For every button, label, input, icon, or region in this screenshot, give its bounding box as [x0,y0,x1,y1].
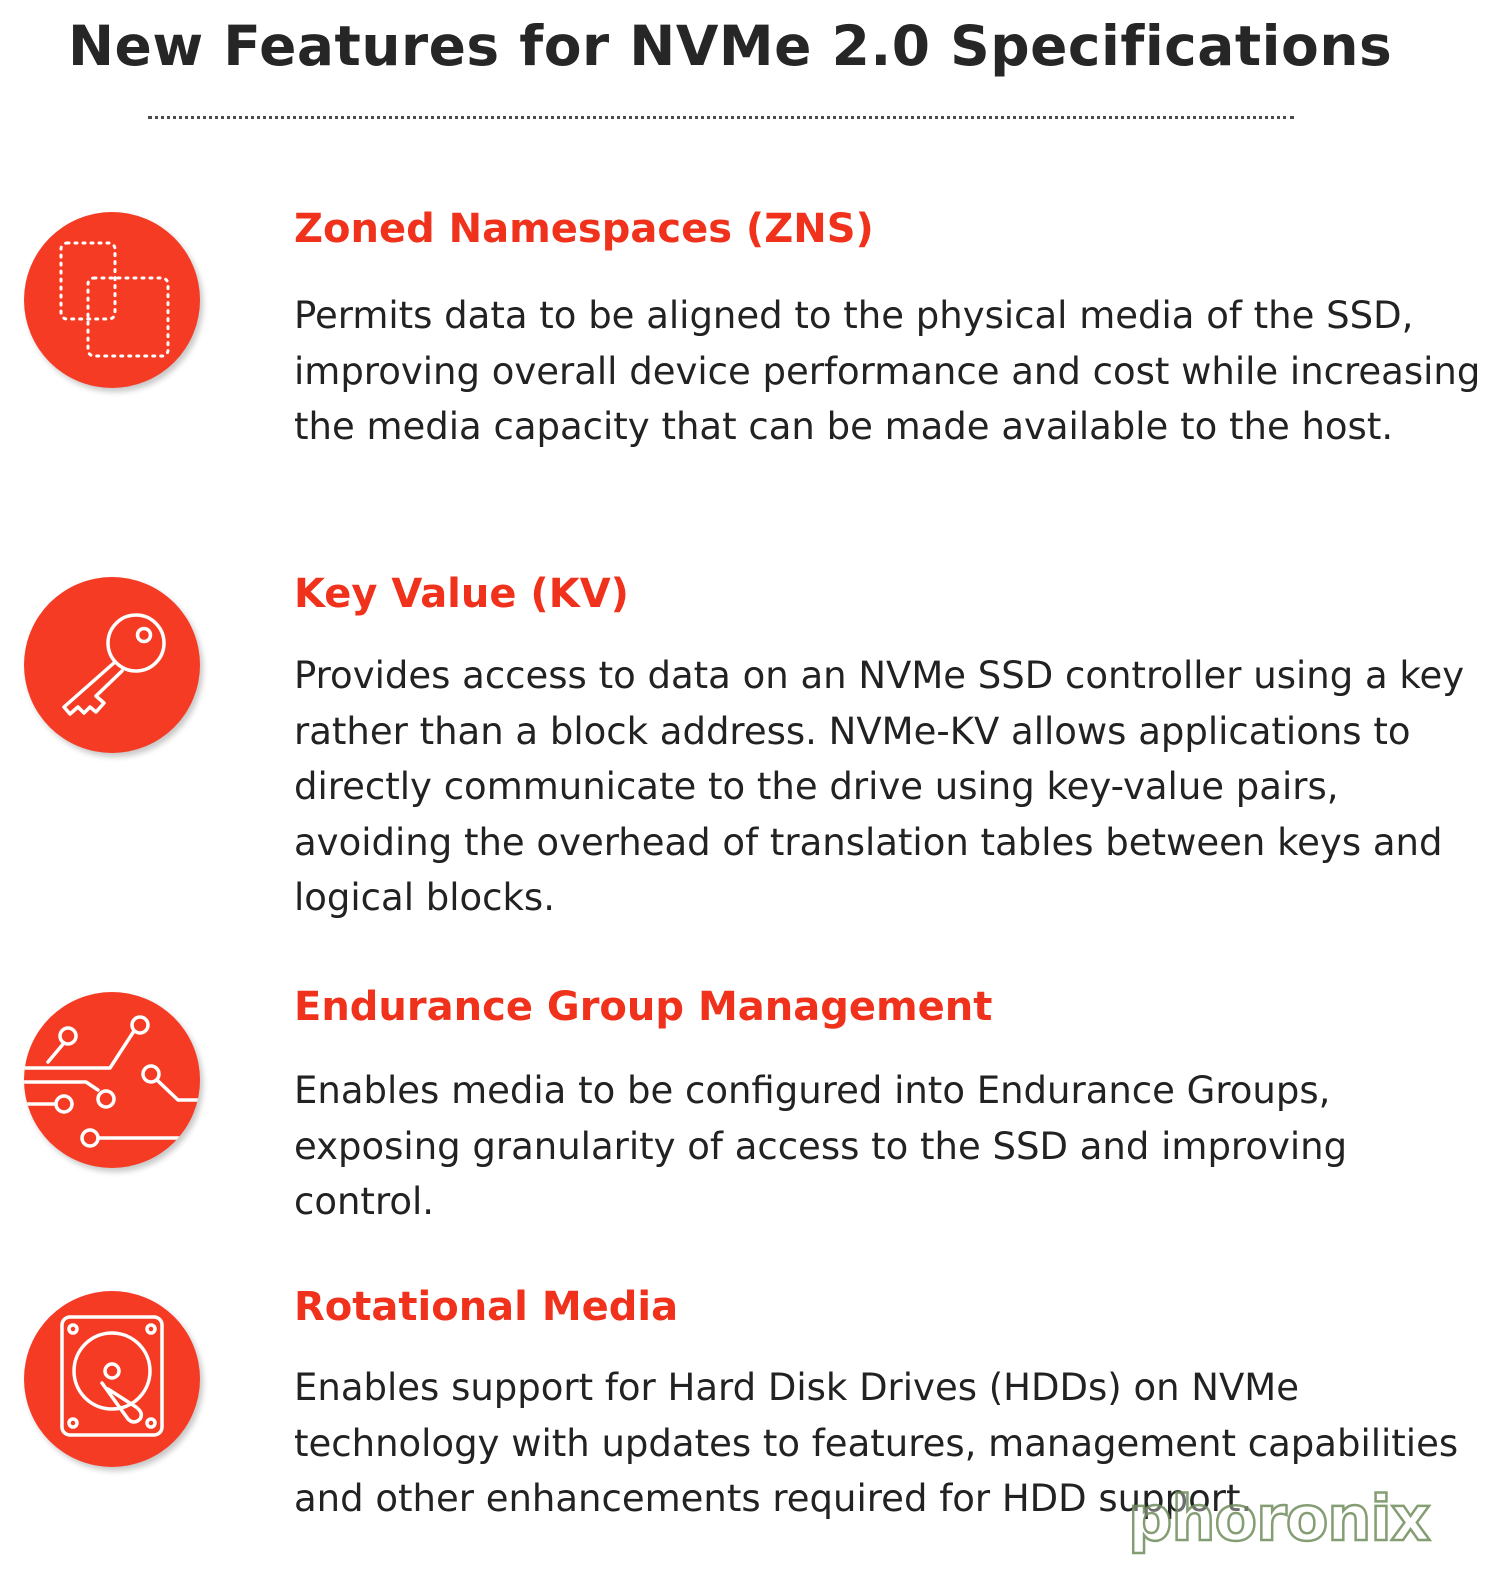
circuit-icon [24,992,200,1168]
watermark-text: phoronix [1128,1488,1430,1555]
key-icon [24,577,200,753]
feature-title: Zoned Namespaces (ZNS) [294,206,874,252]
feature-description: Enables media to be configured into Endurance Groups, exposing granularity of access to the SSD and improving control. [294,1069,1348,1223]
feature-title: Key Value (KV) [294,571,629,617]
feature-title: Endurance Group Management [294,984,993,1030]
title-divider [148,116,1294,119]
feature-description: Permits data to be aligned to the physical media of the SSD, improving overall device performance and cost while increasing the media capacity that can be made available to the host. [294,294,1481,448]
page-title: New Features for NVMe 2.0 Specifications [68,14,1393,78]
phoronix-watermark-logo [1126,1488,1476,1556]
feature-description: Provides access to data on an NVMe SSD controller using a key rather than a block address. NVMe-KV allows applications to directly communicate to the drive using key-value pairs, avoiding the overhead of translation tables between keys and logical blocks. [294,654,1465,919]
hard-disk-icon [24,1291,200,1467]
feature-title: Rotational Media [294,1284,679,1330]
zoned-namespaces-icon [24,212,200,388]
feature-description: Enables support for Hard Disk Drives (HDDs) on NVMe technology with updates to features, management capabilities and other enhancements required for HDD support. [294,1366,1459,1520]
